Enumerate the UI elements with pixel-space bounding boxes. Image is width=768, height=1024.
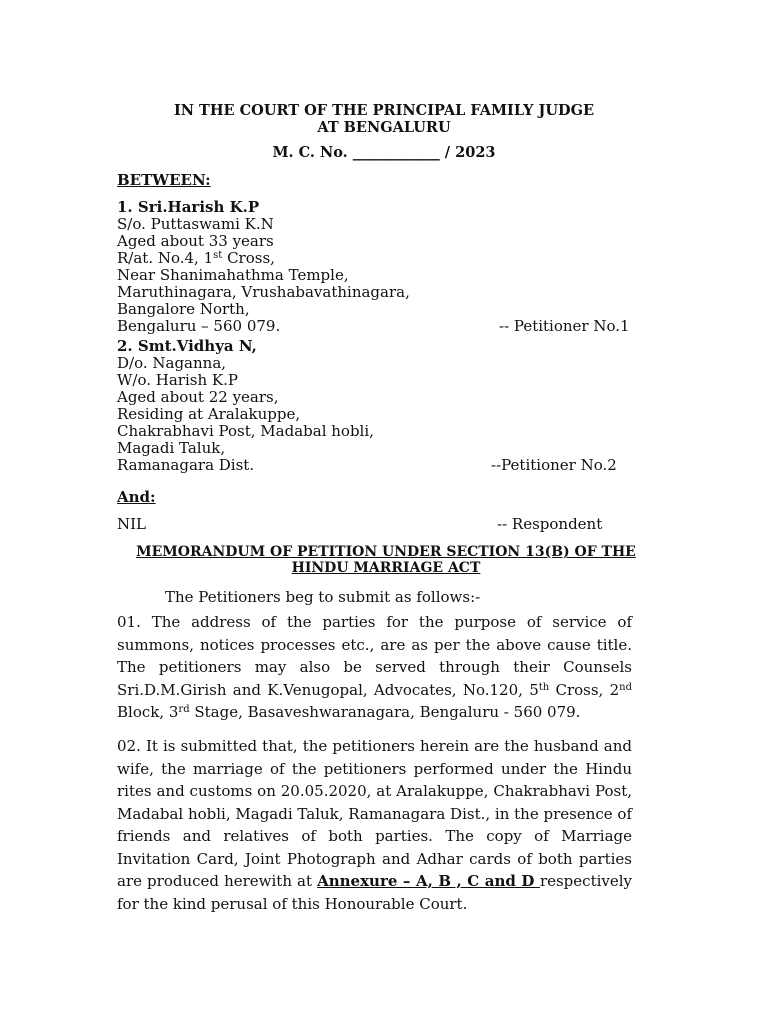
petitioner1-name: 1. Sri.Harish K.P: [117, 198, 260, 216]
petitioner2-role: --Petitioner No.2: [491, 456, 617, 474]
petitioner2-line: Residing at Aralakuppe,: [117, 405, 301, 423]
petitioner1-line: Near Shanimahathma Temple,: [117, 266, 349, 284]
respondent-role: -- Respondent: [497, 515, 603, 533]
petitioner2-line: D/o. Naganna,: [117, 354, 227, 372]
petitioner1-line: Bengaluru – 560 079.: [117, 317, 281, 335]
petitioner1-role: -- Petitioner No.1: [499, 317, 630, 335]
petitioner2-line: Aged about 22 years,: [117, 388, 279, 406]
petitioner2-line: W/o. Harish K.P: [117, 371, 238, 389]
paragraph-02: 02. It is submitted that, the petitioners herein are the husband and wife, the marriage of the petitioners performed under the Hindu rites and customs on 20.05.2020, at Aralakuppe, Chakrabhavi Post, Madabal hobli, Magadi Taluk, Ramanagara Dist., in the presence of friends and relatives of both parties. The copy of Marriage Invitation Card, Joint Photograph and Adhar cards of both parties are produced herewith at Annexure – A, B , C and D respectively for the kind perusal of this Honourable Court.: [117, 737, 633, 913]
annexure-reference: Annexure – A, B , C and D: [317, 872, 540, 890]
between-label: BETWEEN:: [117, 171, 211, 189]
petitioner2-line: Ramanagara Dist.: [117, 456, 255, 474]
court-title-line2: AT BENGALURU: [317, 119, 451, 136]
petitioner2-name: 2. Smt.Vidhya N,: [117, 337, 257, 355]
intro-text: The Petitioners beg to submit as follows:-: [165, 588, 481, 606]
petitioner1-address-line: R/at. No.4, 1st Cross,: [117, 249, 275, 267]
petitioner1-line: S/o. Puttaswami K.N: [117, 215, 274, 233]
petitioner2-line: Magadi Taluk,: [117, 439, 226, 457]
petitioner1-line: Bangalore North,: [117, 300, 250, 318]
respondent-name: NIL: [117, 515, 147, 533]
court-title-line1: IN THE COURT OF THE PRINCIPAL FAMILY JUDGE: [173, 102, 595, 119]
petitioner2-line: Chakrabhavi Post, Madabal hobli,: [117, 422, 374, 440]
and-label: And:: [117, 488, 156, 506]
petitioner1-line: Aged about 33 years: [117, 232, 274, 250]
case-number: M. C. No. ____________ / 2023: [272, 144, 496, 161]
paragraph-01: 01. The address of the parties for the purpose of service of summons, notices processes etc., are as per the above cause title. The petitioners may also be served through their Counsels Sri.D.M.Girish and K.Venugopal, Advocates, No.120, 5th Cross, 2nd Block, 3rd Stage, Basaveshwaranagara, Bengaluru - 560 079.: [117, 613, 632, 721]
memorandum-title-line2: HINDU MARRIAGE ACT: [291, 560, 481, 576]
memorandum-title-line1: MEMORANDUM OF PETITION UNDER SECTION 13(B) OF THE: [136, 544, 636, 560]
petitioner1-line: Maruthinagara, Vrushabavathinagara,: [117, 283, 410, 301]
